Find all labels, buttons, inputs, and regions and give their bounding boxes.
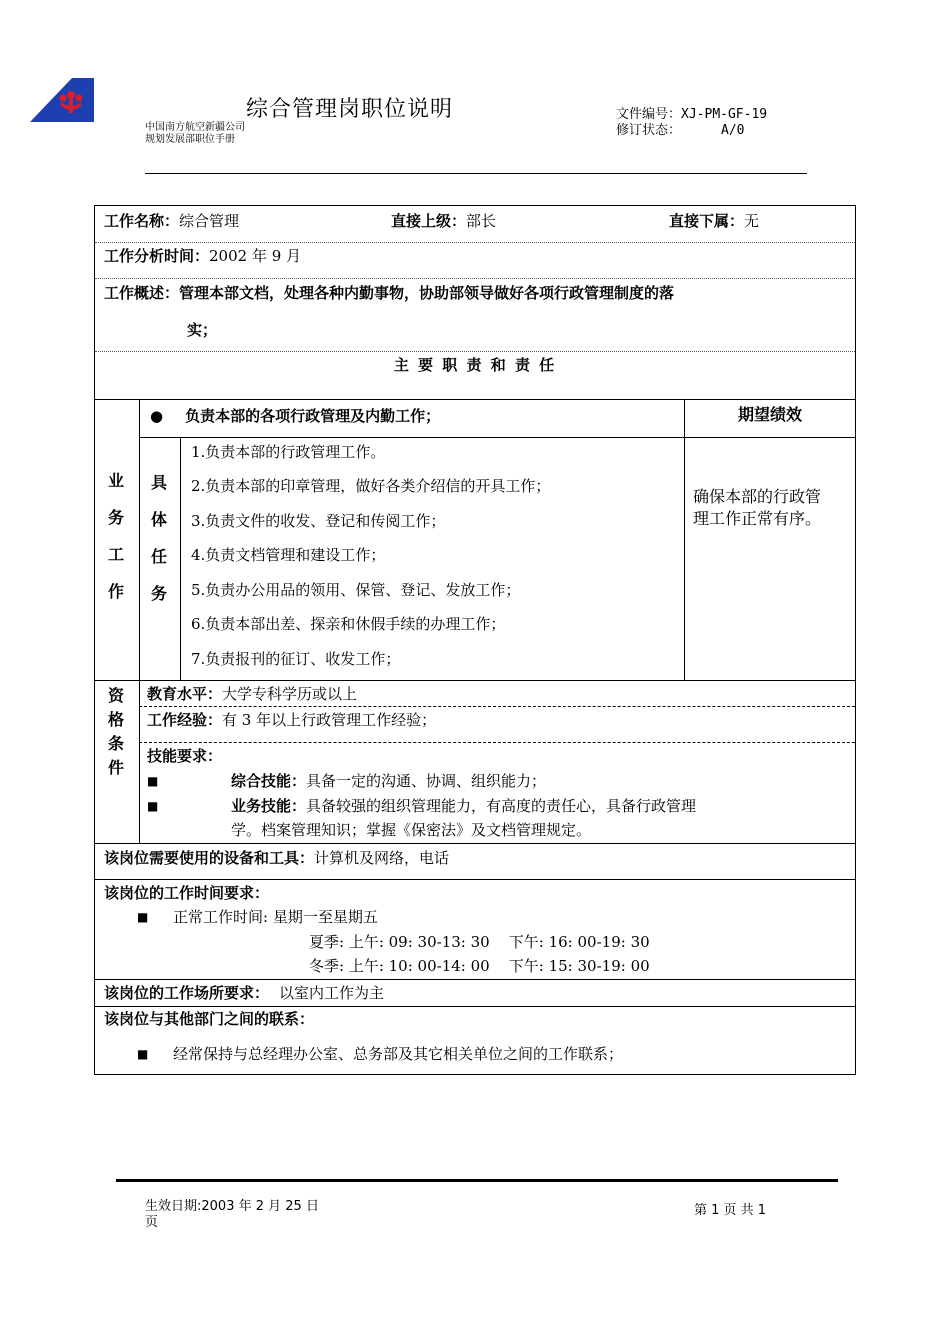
superior-label: 直接上级： (391, 212, 467, 230)
row-divider (95, 979, 855, 980)
row-divider (139, 742, 855, 743)
job-name-field (104, 212, 239, 230)
overview-label: 工作概述： (104, 284, 180, 302)
subordinate-label: 直接下属： (669, 212, 745, 230)
specific-tasks-label: 具 体 任 务 (150, 473, 167, 603)
education-label: 教育水平： (147, 685, 223, 703)
row-divider (95, 278, 855, 279)
row-divider (95, 351, 855, 352)
file-no-value: XJ-PM-GF-19 (681, 107, 768, 122)
file-no-label: 文件编号： (616, 107, 682, 122)
superior-value: 部长 (466, 212, 497, 230)
row-divider (95, 843, 855, 844)
equipment-label: 该岗位需要使用的设备和工具： (104, 849, 315, 867)
task-item: 7.负责报刊的征订、收发工作； (191, 650, 401, 668)
overview-line-1 (104, 284, 674, 302)
square-bullet-icon: ■ (137, 1047, 149, 1061)
relations-value: 经常保持与总经理办公室、总务部及其它相关单位之间的工作联系； (173, 1045, 624, 1063)
column-divider (139, 399, 140, 843)
education-field (147, 685, 357, 703)
summer-hours: 夏季: 上午: 09: 30-13: 30 下午: 16: 00-19: 30 (309, 933, 650, 951)
work-time-label: 该岗位的工作时间要求： (104, 884, 270, 902)
file-info (616, 107, 767, 139)
row-divider (139, 437, 855, 438)
job-name-value: 综合管理 (179, 212, 240, 230)
business-skill-value: 具备较强的组织管理能力，有高度的责任心，具备行政管理 (306, 797, 697, 815)
column-divider (684, 399, 685, 680)
general-skill-label: 综合技能： (231, 772, 307, 790)
workplace-value: 以室内工作为主 (279, 984, 385, 1002)
general-skill-value: 具备一定的沟通、协调、组织能力； (306, 772, 547, 790)
page-number: 第 1 页 共 1 (694, 1203, 767, 1218)
company-info (145, 122, 245, 146)
footer-divider (116, 1179, 838, 1182)
column-divider (180, 437, 181, 680)
job-name-label: 工作名称： (104, 212, 180, 230)
airline-logo-icon (28, 76, 96, 124)
duties-section-title: 主 要 职 责 和 责 任 (393, 356, 557, 374)
business-skill-field (231, 797, 696, 815)
task-item: 6.负责本部出差、探亲和休假手续的办理工作； (191, 615, 506, 633)
task-item: 4.负责文档管理和建设工作； (191, 546, 386, 564)
business-skill-label: 业务技能： (231, 797, 307, 815)
subordinate-value: 无 (744, 212, 760, 230)
task-item: 1.负责本部的行政管理工作。 (191, 443, 386, 461)
analysis-time-label: 工作分析时间： (104, 247, 210, 265)
overview-line-2: 实； (187, 321, 218, 339)
row-divider (95, 399, 855, 400)
relations-label: 该岗位与其他部门之间的联系： (104, 1010, 315, 1028)
general-skill-field (231, 772, 546, 790)
experience-label: 工作经验： (147, 711, 223, 729)
page-title: 综合管理岗职位说明 (246, 97, 454, 122)
task-item: 2.负责本部的印章管理，做好各类介绍信的开具工作； (191, 477, 551, 495)
header-divider (145, 173, 807, 174)
workplace-label: 该岗位的工作场所要求： (104, 984, 270, 1002)
job-description-table (94, 205, 856, 1075)
winter-hours: 冬季: 上午: 10: 00-14: 00 下午: 15: 30-19: 00 (309, 957, 650, 975)
square-bullet-icon: ■ (147, 774, 159, 788)
row-divider (95, 242, 855, 243)
row-divider (95, 1006, 855, 1007)
normal-work-time: 正常工作时间: 星期一至星期五 (173, 908, 378, 926)
company-name: 中国南方航空新疆公司 (145, 122, 245, 133)
effective-date: 生效日期:2003 年 2 月 25 日 页 (145, 1199, 319, 1230)
equipment-field (104, 849, 449, 867)
business-skill-continued: 学。档案管理知识；掌握《保密法》及文档管理规定。 (231, 821, 592, 839)
education-value: 大学专科学历或以上 (222, 685, 358, 703)
task-item: 5.负责办公用品的领用、保管、登记、发放工作； (191, 581, 521, 599)
expected-performance-header: 期望绩效 (737, 405, 802, 424)
manual-name: 规划发展部职位手册 (145, 134, 235, 145)
bullet-icon: ● (150, 407, 164, 425)
equipment-value: 计算机及网络，电话 (314, 849, 450, 867)
row-divider (95, 879, 855, 880)
main-duty-text: 负责本部的各项行政管理及内勤工作； (185, 407, 441, 425)
main-duty (150, 407, 440, 425)
subordinate-field (669, 212, 759, 230)
superior-field (391, 212, 496, 230)
workplace-field (104, 984, 384, 1002)
skills-label: 技能要求： (147, 747, 223, 765)
row-divider (139, 706, 855, 707)
row-divider (95, 680, 855, 681)
overview-text: 管理本部文档，处理各种内勤事物，协助部领导做好各项行政管理制度的落 (179, 284, 675, 302)
qualifications-label: 资 格 条 件 (107, 686, 124, 777)
revision-value: A/0 (721, 123, 745, 138)
revision-label: 修订状态： (616, 123, 682, 138)
square-bullet-icon: ■ (137, 910, 149, 924)
experience-value: 有 3 年以上行政管理工作经验； (222, 711, 437, 729)
business-work-label: 业 务 工 作 (107, 471, 124, 601)
task-item: 3.负责文件的收发、登记和传阅工作； (191, 512, 446, 530)
analysis-time-value: 2002 年 9 月 (209, 247, 302, 265)
analysis-time-field (104, 247, 301, 265)
square-bullet-icon: ■ (147, 799, 159, 813)
expected-performance-text: 确保本部的行政管 理工作正常有序。 (693, 487, 822, 528)
experience-field (147, 711, 436, 729)
